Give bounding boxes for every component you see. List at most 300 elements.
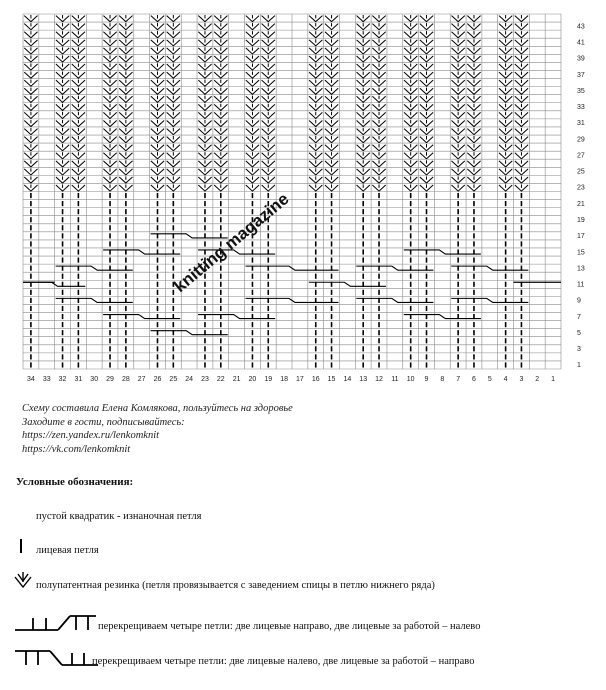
fisherman-rib-symbol — [103, 144, 116, 151]
column-label: 8 — [440, 376, 445, 383]
fisherman-rib-symbol — [72, 120, 85, 127]
fisherman-rib-symbol — [103, 88, 116, 95]
column-label: 5 — [487, 376, 492, 383]
fisherman-rib-symbol — [167, 144, 180, 151]
fisherman-rib-symbol — [198, 112, 211, 119]
fisherman-rib-symbol — [404, 136, 417, 143]
row-label: 29 — [577, 136, 585, 144]
fisherman-rib-symbol — [467, 168, 480, 175]
fisherman-rib-symbol — [467, 47, 480, 54]
fisherman-rib-symbol — [56, 47, 69, 54]
fisherman-rib-symbol — [214, 144, 227, 151]
fisherman-rib-symbol — [151, 120, 164, 127]
fisherman-rib-symbol — [151, 112, 164, 119]
credit-invite: Заходите в гости, подписывайтесь: — [22, 416, 185, 428]
fisherman-rib-symbol — [515, 31, 528, 38]
fisherman-rib-symbol — [72, 15, 85, 22]
fisherman-rib-symbol — [56, 80, 69, 87]
fisherman-rib-symbol — [515, 112, 528, 119]
fisherman-rib-symbol — [119, 184, 132, 191]
fisherman-rib-symbol — [262, 152, 275, 159]
fisherman-rib-symbol — [309, 63, 322, 70]
fisherman-rib-symbol — [119, 120, 132, 127]
fisherman-rib-symbol — [357, 104, 370, 111]
fisherman-rib-symbol — [24, 152, 37, 159]
legend-purl-text: пустой квадратик - изнаночная петля — [36, 511, 202, 522]
fisherman-rib-symbol — [246, 104, 259, 111]
fisherman-rib-symbol — [151, 152, 164, 159]
fisherman-rib-symbol — [56, 55, 69, 62]
row-label: 7 — [577, 313, 581, 321]
fisherman-rib-symbol — [103, 160, 116, 167]
column-labels — [27, 376, 555, 383]
fisherman-rib-symbol — [357, 168, 370, 175]
fisherman-rib-symbol — [198, 71, 211, 78]
fisherman-rib-symbol — [214, 80, 227, 87]
fisherman-rib-symbol — [420, 15, 433, 22]
fisherman-rib-symbol — [325, 128, 338, 135]
fisherman-rib-symbol — [72, 39, 85, 46]
fisherman-rib-symbol — [515, 144, 528, 151]
fisherman-rib-symbol — [151, 88, 164, 95]
fisherman-rib-symbol — [357, 96, 370, 103]
fisherman-rib-symbol — [499, 31, 512, 38]
fisherman-rib-symbol — [246, 47, 259, 54]
fisherman-rib-symbol — [499, 23, 512, 30]
fisherman-rib-symbol — [452, 120, 465, 127]
fisherman-rib-symbol — [167, 71, 180, 78]
fisherman-rib-symbol — [452, 112, 465, 119]
fisherman-rib-symbol — [151, 168, 164, 175]
column-label: 26 — [153, 376, 162, 383]
fisherman-rib-symbol — [119, 104, 132, 111]
fisherman-rib-symbol — [467, 136, 480, 143]
row-labels — [577, 23, 585, 369]
legend-fisherman-text: полупатентная резинка (петля провязывается с заведением спицы в петлю нижнего ряда) — [36, 580, 435, 591]
fisherman-rib-symbol — [119, 63, 132, 70]
fisherman-rib-symbol — [420, 128, 433, 135]
fisherman-rib-symbol — [167, 63, 180, 70]
fisherman-rib-symbol — [420, 168, 433, 175]
column-label: 4 — [503, 376, 508, 383]
fisherman-rib-symbol — [119, 176, 132, 183]
fisherman-rib-symbol — [246, 15, 259, 22]
fisherman-rib-symbol — [309, 55, 322, 62]
fisherman-rib-symbol — [467, 55, 480, 62]
fisherman-rib-symbol — [103, 128, 116, 135]
fisherman-rib-symbol — [246, 152, 259, 159]
column-label: 20 — [248, 376, 257, 383]
cable-cross — [151, 331, 228, 335]
knit-stitch-icon — [16, 537, 26, 555]
fisherman-rib-symbol — [309, 15, 322, 22]
fisherman-rib-symbol — [404, 168, 417, 175]
fisherman-rib-symbol — [309, 31, 322, 38]
fisherman-rib-symbol — [452, 176, 465, 183]
fisherman-rib-symbol — [103, 71, 116, 78]
column-label: 24 — [185, 376, 194, 383]
fisherman-rib-symbol — [214, 55, 227, 62]
fisherman-rib-symbol — [151, 136, 164, 143]
fisherman-rib-symbol — [499, 80, 512, 87]
fisherman-rib-symbol — [151, 39, 164, 46]
fisherman-rib-symbol — [515, 176, 528, 183]
fisherman-rib-symbol — [167, 15, 180, 22]
fisherman-rib-symbol — [309, 144, 322, 151]
fisherman-rib-symbol — [103, 152, 116, 159]
fisherman-rib-symbol — [467, 112, 480, 119]
fisherman-rib-symbol — [72, 112, 85, 119]
fisherman-rib-symbol — [56, 88, 69, 95]
fisherman-rib-symbol — [515, 184, 528, 191]
fisherman-rib-symbol — [198, 184, 211, 191]
fisherman-rib-symbol — [214, 128, 227, 135]
fisherman-rib-symbol — [372, 184, 385, 191]
fisherman-rib-symbol — [103, 47, 116, 54]
cable-cross — [356, 298, 433, 302]
fisherman-rib-symbol — [452, 184, 465, 191]
fisherman-rib-symbol — [309, 152, 322, 159]
fisherman-rib-symbol — [372, 88, 385, 95]
fisherman-rib-symbol — [72, 136, 85, 143]
fisherman-rib-symbol — [325, 104, 338, 111]
fisherman-rib-symbol — [372, 160, 385, 167]
column-label: 14 — [343, 376, 352, 383]
credit-author: Схему составила Елена Комлякова, пользуйтесь на здоровье — [22, 403, 293, 414]
fisherman-rib-symbol — [119, 112, 132, 119]
fisherman-rib-symbol — [325, 31, 338, 38]
cable-cross — [103, 250, 180, 254]
column-label: 22 — [216, 376, 225, 383]
column-label: 29 — [106, 376, 114, 383]
fisherman-rib-symbol — [56, 39, 69, 46]
fisherman-rib-symbol — [119, 168, 132, 175]
fisherman-rib-symbol — [325, 152, 338, 159]
fisherman-rib-symbol — [420, 160, 433, 167]
fisherman-rib-symbol — [198, 168, 211, 175]
column-label: 28 — [121, 376, 130, 383]
column-label: 2 — [535, 376, 540, 383]
column-label: 27 — [137, 376, 146, 383]
fisherman-rib-symbol — [357, 47, 370, 54]
fisherman-rib-symbol — [56, 136, 69, 143]
fisherman-rib-symbol — [452, 88, 465, 95]
fisherman-rib-symbol — [372, 55, 385, 62]
fisherman-rib-symbol — [72, 176, 85, 183]
fisherman-rib-symbol — [262, 71, 275, 78]
fisherman-rib-symbol — [72, 144, 85, 151]
fisherman-rib-symbol — [515, 128, 528, 135]
fisherman-rib-symbol — [198, 96, 211, 103]
fisherman-rib-symbol — [24, 80, 37, 87]
fisherman-rib-symbol — [452, 71, 465, 78]
fisherman-rib-symbol — [452, 15, 465, 22]
column-label: 1 — [551, 376, 556, 383]
fisherman-rib-symbol — [119, 47, 132, 54]
fisherman-rib-symbol — [499, 15, 512, 22]
fisherman-rib-symbol — [198, 152, 211, 159]
fisherman-rib-symbol — [499, 112, 512, 119]
fisherman-rib-symbol — [151, 184, 164, 191]
fisherman-rib-symbol — [420, 136, 433, 143]
fisherman-rib-symbol — [515, 55, 528, 62]
fisherman-rib-symbol — [467, 88, 480, 95]
fisherman-rib-icon — [12, 570, 34, 590]
fisherman-rib-symbol — [325, 47, 338, 54]
fisherman-rib-symbol — [467, 120, 480, 127]
row-label: 17 — [577, 233, 585, 241]
fisherman-rib-symbol — [72, 80, 85, 87]
column-label: 6 — [472, 376, 476, 383]
fisherman-rib-symbol — [262, 136, 275, 143]
fisherman-rib-symbol — [167, 128, 180, 135]
row-label: 15 — [577, 249, 585, 257]
fisherman-rib-symbol — [372, 47, 385, 54]
fisherman-rib-symbol — [309, 112, 322, 119]
fisherman-rib-symbol — [56, 128, 69, 135]
fisherman-rib-symbol — [198, 80, 211, 87]
fisherman-rib-symbol — [151, 31, 164, 38]
fisherman-rib-symbol — [56, 184, 69, 191]
row-label: 5 — [577, 329, 581, 337]
cable-cross — [151, 234, 228, 238]
fisherman-rib-symbol — [452, 144, 465, 151]
fisherman-rib-symbol — [325, 112, 338, 119]
fisherman-rib-symbol — [262, 144, 275, 151]
fisherman-rib-symbol — [262, 55, 275, 62]
fisherman-rib-symbol — [198, 136, 211, 143]
fisherman-rib-symbol — [24, 128, 37, 135]
fisherman-rib-symbol — [119, 31, 132, 38]
fisherman-rib-symbol — [72, 128, 85, 135]
fisherman-rib-symbol — [325, 63, 338, 70]
fisherman-rib-symbol — [246, 39, 259, 46]
column-label: 3 — [519, 376, 524, 383]
fisherman-rib-symbol — [357, 152, 370, 159]
fisherman-rib-symbol — [214, 39, 227, 46]
fisherman-rib-symbol — [325, 23, 338, 30]
fisherman-rib-symbol — [103, 55, 116, 62]
fisherman-rib-symbol — [198, 47, 211, 54]
chart-grid — [23, 14, 561, 369]
fisherman-rib-symbol — [103, 31, 116, 38]
fisherman-rib-symbol — [467, 160, 480, 167]
fisherman-rib-symbol — [198, 128, 211, 135]
column-label: 9 — [424, 376, 429, 383]
fisherman-rib-symbol — [309, 47, 322, 54]
row-label: 31 — [577, 120, 585, 128]
column-label: 17 — [296, 376, 304, 383]
fisherman-rib-symbol — [246, 80, 259, 87]
fisherman-rib-symbol — [119, 152, 132, 159]
fisherman-rib-symbol — [452, 23, 465, 30]
fisherman-rib-symbol — [56, 96, 69, 103]
fisherman-rib-symbol — [420, 23, 433, 30]
column-label: 10 — [406, 376, 415, 383]
column-label: 12 — [375, 376, 383, 383]
fisherman-rib-symbol — [467, 144, 480, 151]
fisherman-rib-symbol — [103, 96, 116, 103]
fisherman-rib-symbol — [167, 80, 180, 87]
fisherman-rib-symbol — [167, 136, 180, 143]
fisherman-rib-symbol — [325, 176, 338, 183]
fisherman-rib-symbol — [72, 55, 85, 62]
fisherman-rib-symbol — [56, 120, 69, 127]
fisherman-rib-symbol — [452, 47, 465, 54]
fisherman-rib-symbol — [167, 168, 180, 175]
fisherman-rib-symbol — [167, 96, 180, 103]
fisherman-rib-symbol — [198, 23, 211, 30]
fisherman-rib-symbol — [103, 120, 116, 127]
fisherman-rib-symbol — [151, 15, 164, 22]
fisherman-rib-symbol — [198, 39, 211, 46]
fisherman-rib-symbol — [357, 23, 370, 30]
fisherman-rib-symbol — [420, 112, 433, 119]
fisherman-rib-symbol — [357, 55, 370, 62]
row-label: 27 — [577, 152, 585, 160]
fisherman-rib-symbol — [246, 23, 259, 30]
fisherman-rib-symbol — [420, 80, 433, 87]
fisherman-rib-symbol — [103, 39, 116, 46]
fisherman-rib-symbol — [325, 39, 338, 46]
row-label: 41 — [577, 39, 585, 47]
fisherman-rib-symbol — [467, 15, 480, 22]
fisherman-rib-symbol — [151, 63, 164, 70]
fisherman-rib-symbol — [452, 63, 465, 70]
cable-cross — [198, 315, 275, 319]
fisherman-rib-symbol — [357, 176, 370, 183]
fisherman-rib-symbol — [452, 96, 465, 103]
fisherman-rib-symbol — [372, 104, 385, 111]
fisherman-rib-symbol — [325, 55, 338, 62]
fisherman-rib-symbol — [262, 31, 275, 38]
fisherman-rib-symbol — [404, 71, 417, 78]
fisherman-rib-symbol — [56, 112, 69, 119]
fisherman-rib-symbol — [404, 55, 417, 62]
fisherman-rib-symbol — [24, 15, 37, 22]
fisherman-rib-symbol — [24, 96, 37, 103]
fisherman-rib-symbol — [214, 23, 227, 30]
fisherman-rib-symbol — [262, 80, 275, 87]
fisherman-rib-symbol — [72, 96, 85, 103]
fisherman-rib-symbol — [151, 23, 164, 30]
fisherman-rib-symbol — [309, 23, 322, 30]
fisherman-rib-symbol — [72, 71, 85, 78]
fisherman-rib-symbol — [404, 31, 417, 38]
fisherman-rib-symbol — [325, 96, 338, 103]
fisherman-rib-symbol — [24, 144, 37, 151]
fisherman-rib-symbol — [214, 176, 227, 183]
fisherman-rib-symbol — [420, 120, 433, 127]
fisherman-rib-symbol — [515, 104, 528, 111]
fisherman-rib-symbol — [499, 184, 512, 191]
fisherman-rib-symbol — [499, 39, 512, 46]
credit-zen-link[interactable]: https://zen.yandex.ru/lenkomknit — [22, 430, 160, 441]
fisherman-rib-symbol — [515, 160, 528, 167]
fisherman-rib-symbol — [198, 160, 211, 167]
fisherman-rib-symbol — [103, 63, 116, 70]
fisherman-rib-symbol — [151, 104, 164, 111]
fisherman-rib-symbol — [467, 152, 480, 159]
fisherman-rib-symbol — [325, 71, 338, 78]
fisherman-rib-symbol — [372, 128, 385, 135]
fisherman-rib-symbol — [372, 23, 385, 30]
fisherman-rib-symbol — [372, 152, 385, 159]
credit-vk-link[interactable]: https://vk.com/lenkomknit — [22, 443, 131, 455]
cable-cross — [56, 298, 133, 302]
fisherman-rib-symbol — [372, 63, 385, 70]
fisherman-rib-symbol — [309, 136, 322, 143]
fisherman-rib-symbol — [372, 39, 385, 46]
fisherman-rib-symbol — [499, 63, 512, 70]
fisherman-rib-symbol — [499, 120, 512, 127]
fisherman-rib-symbol — [246, 160, 259, 167]
fisherman-rib-symbol — [452, 55, 465, 62]
fisherman-rib-symbol — [404, 112, 417, 119]
fisherman-rib-symbol — [119, 55, 132, 62]
fisherman-rib-symbol — [24, 136, 37, 143]
fisherman-rib-symbol — [167, 160, 180, 167]
fisherman-rib-symbol — [214, 136, 227, 143]
fisherman-rib-symbol — [72, 63, 85, 70]
fisherman-rib-symbol — [499, 55, 512, 62]
fisherman-rib-symbol — [420, 144, 433, 151]
fisherman-rib-symbol — [452, 160, 465, 167]
fisherman-rib-symbol — [119, 39, 132, 46]
fisherman-rib-symbol — [515, 120, 528, 127]
fisherman-rib-symbol — [452, 152, 465, 159]
fisherman-rib-symbol — [56, 168, 69, 175]
fisherman-rib-symbol — [24, 184, 37, 191]
fisherman-rib-symbol — [214, 104, 227, 111]
row-label: 11 — [577, 281, 585, 289]
row-label: 25 — [577, 168, 585, 176]
fisherman-rib-symbol — [404, 128, 417, 135]
fisherman-rib-symbol — [214, 96, 227, 103]
fisherman-rib-symbol — [372, 176, 385, 183]
fisherman-rib-symbol — [357, 120, 370, 127]
fisherman-rib-symbol — [309, 71, 322, 78]
legend-cable-left-text: перекрещиваем четыре петли: две лицевые налево, две лицевые за работой – направо — [92, 656, 475, 667]
fisherman-rib-symbol — [309, 80, 322, 87]
fisherman-rib-symbol — [420, 55, 433, 62]
fisherman-rib-symbol — [24, 55, 37, 62]
fisherman-rib-symbol — [72, 88, 85, 95]
fisherman-rib-symbol — [515, 23, 528, 30]
fisherman-rib-symbol — [404, 23, 417, 30]
fisherman-rib-symbol — [515, 168, 528, 175]
fisherman-rib-symbol — [309, 168, 322, 175]
fisherman-rib-symbol — [262, 184, 275, 191]
column-label: 21 — [232, 376, 241, 383]
fisherman-rib-symbol — [404, 15, 417, 22]
fisherman-rib-symbol — [24, 39, 37, 46]
fisherman-rib-symbol — [372, 96, 385, 103]
fisherman-rib-symbol — [72, 104, 85, 111]
cable-cross — [103, 315, 180, 319]
fisherman-rib-symbol — [404, 120, 417, 127]
row-label: 33 — [577, 104, 585, 112]
fisherman-rib-symbol — [515, 71, 528, 78]
fisherman-rib-symbol — [56, 144, 69, 151]
row-label: 21 — [577, 200, 585, 208]
fisherman-rib-symbol — [357, 39, 370, 46]
fisherman-rib-symbol — [262, 88, 275, 95]
cable-cross — [356, 266, 433, 270]
fisherman-rib-symbol — [404, 88, 417, 95]
fisherman-rib-symbol — [452, 39, 465, 46]
fisherman-rib-symbol — [103, 176, 116, 183]
